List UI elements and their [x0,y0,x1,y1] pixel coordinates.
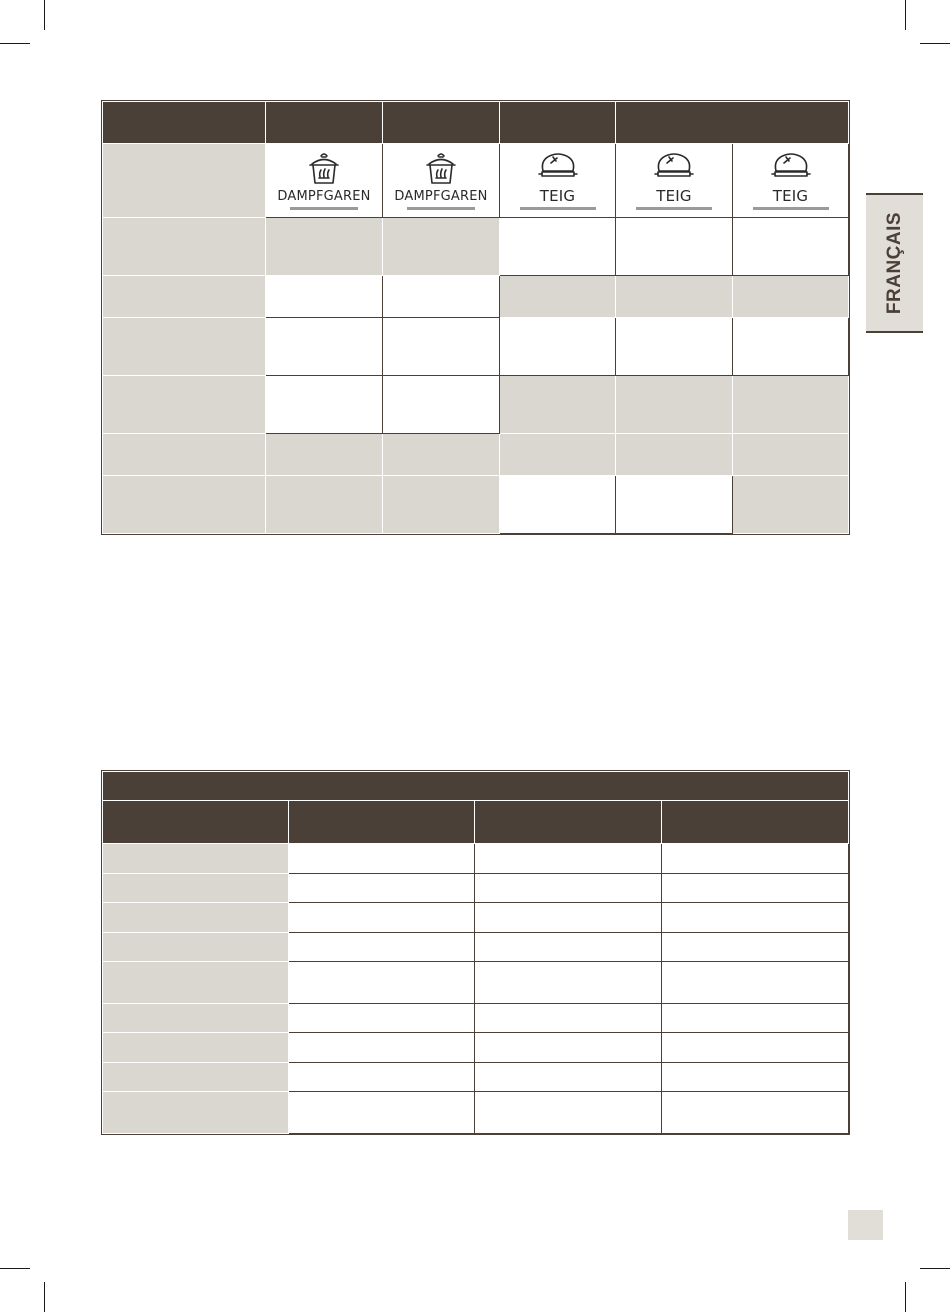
table-row [103,1004,849,1033]
table-cell [616,218,733,276]
table-cell [289,903,475,933]
row-label-cell [103,476,266,534]
row-label-cell [103,1004,289,1033]
table-cell [662,844,849,874]
table-cell [616,434,733,476]
table-cell [733,276,849,318]
table-cell [616,476,733,534]
page-number-box [848,1210,883,1240]
table-row [103,1063,849,1092]
program-settings-table [102,101,849,534]
table-row [103,962,849,1004]
table-cell [383,276,500,318]
table-cell [266,376,383,434]
table-cell [662,962,849,1004]
table-cell [266,276,383,318]
table-cell [662,874,849,903]
table-row [103,476,849,534]
table-row [103,276,849,318]
row-label-cell [103,144,266,218]
crop-mark [44,0,45,30]
table-cell [266,476,383,534]
program-icon-cell [266,144,383,218]
table-cell [289,962,475,1004]
header-cell [289,801,475,844]
table-cell [475,1004,662,1033]
table-cell [733,434,849,476]
program-icon-label: TEIG [772,187,809,205]
table-title-row [103,772,849,801]
table-cell [289,1004,475,1033]
program-icon-label: DAMPFGAREN [277,189,371,204]
crop-mark [905,1282,906,1312]
program-icon-cell [733,144,849,218]
table-cell [383,376,500,434]
row-label-cell [103,218,266,276]
table-cell [289,1063,475,1092]
program-icon-cell [383,144,500,218]
table-cell [662,903,849,933]
table-cell [475,933,662,962]
table-cell [500,476,616,534]
second-settings-table [102,771,849,1134]
bread-dough-icon [771,151,811,181]
bread-dough-icon [654,151,694,181]
table-cell [475,903,662,933]
table-cell [733,218,849,276]
row-label-cell [103,903,289,933]
table-cell [266,318,383,376]
table-row [103,933,849,962]
table-row [103,874,849,903]
table-cell [289,1033,475,1063]
language-tab [866,193,923,333]
table-cell [383,318,500,376]
table-header-row [103,801,849,844]
header-cell [103,801,289,844]
program-icon-label: TEIG [656,187,692,205]
table-cell [475,874,662,903]
row-label-cell [103,1033,289,1063]
table-icon-row [103,144,849,218]
table-row [103,218,849,276]
row-label-cell [103,318,266,376]
steam-pot-icon [424,151,458,187]
table-cell [383,218,500,276]
crop-mark [0,43,30,44]
row-label-cell [103,434,266,476]
table-cell [289,1092,475,1134]
table-row [103,1033,849,1063]
table-cell [475,1033,662,1063]
crop-mark [920,43,950,44]
table-cell [475,844,662,874]
row-label-cell [103,844,289,874]
table-cell [662,1004,849,1033]
header-cell [662,801,849,844]
table-title-cell [103,772,849,801]
crop-mark [0,1268,30,1269]
header-cell [500,102,616,144]
table-cell [500,276,616,318]
steam-pot-icon [307,151,341,187]
header-cell [266,102,383,144]
language-tab-label: FRANÇAIS [883,211,905,315]
table-cell [662,933,849,962]
program-icon-label: DAMPFGAREN [394,189,488,204]
table-cell [289,933,475,962]
table-header-row [103,102,849,144]
table-row [103,434,849,476]
row-label-cell [103,933,289,962]
table-cell [662,1063,849,1092]
table-cell [616,318,733,376]
row-label-cell [103,1063,289,1092]
program-icon-label: TEIG [539,187,576,205]
table-cell [289,874,475,903]
table-cell [475,962,662,1004]
header-cell-merged [616,102,849,144]
table-cell [475,1092,662,1134]
table-cell [383,476,500,534]
table-cell [383,434,500,476]
program-underline [407,207,475,210]
program-underline [636,207,712,210]
row-label-cell [103,276,266,318]
row-label-cell [103,1092,289,1134]
table-cell [662,1033,849,1063]
table-row [103,844,849,874]
crop-mark [905,0,906,30]
table-cell [500,318,616,376]
program-underline [753,207,829,210]
table-cell [733,318,849,376]
table-cell [475,1063,662,1092]
table-row [103,903,849,933]
table-cell [266,434,383,476]
table-cell [733,376,849,434]
header-cell [475,801,662,844]
program-icon-cell [500,144,616,218]
program-underline [290,207,358,210]
header-cell [383,102,500,144]
table-cell [500,434,616,476]
program-icon-cell [616,144,733,218]
row-label-cell [103,376,266,434]
header-cell [103,102,266,144]
table-cell [266,218,383,276]
program-underline [520,207,596,210]
row-label-cell [103,962,289,1004]
table-cell [500,218,616,276]
crop-mark [44,1282,45,1312]
table-row [103,376,849,434]
table-cell [662,1092,849,1134]
table-cell [616,276,733,318]
table-cell [500,376,616,434]
crop-mark [920,1268,950,1269]
table-cell [616,376,733,434]
bread-dough-icon [538,151,578,181]
row-label-cell [103,874,289,903]
table-cell [289,844,475,874]
table-row [103,318,849,376]
table-row [103,1092,849,1134]
table-cell [733,476,849,534]
